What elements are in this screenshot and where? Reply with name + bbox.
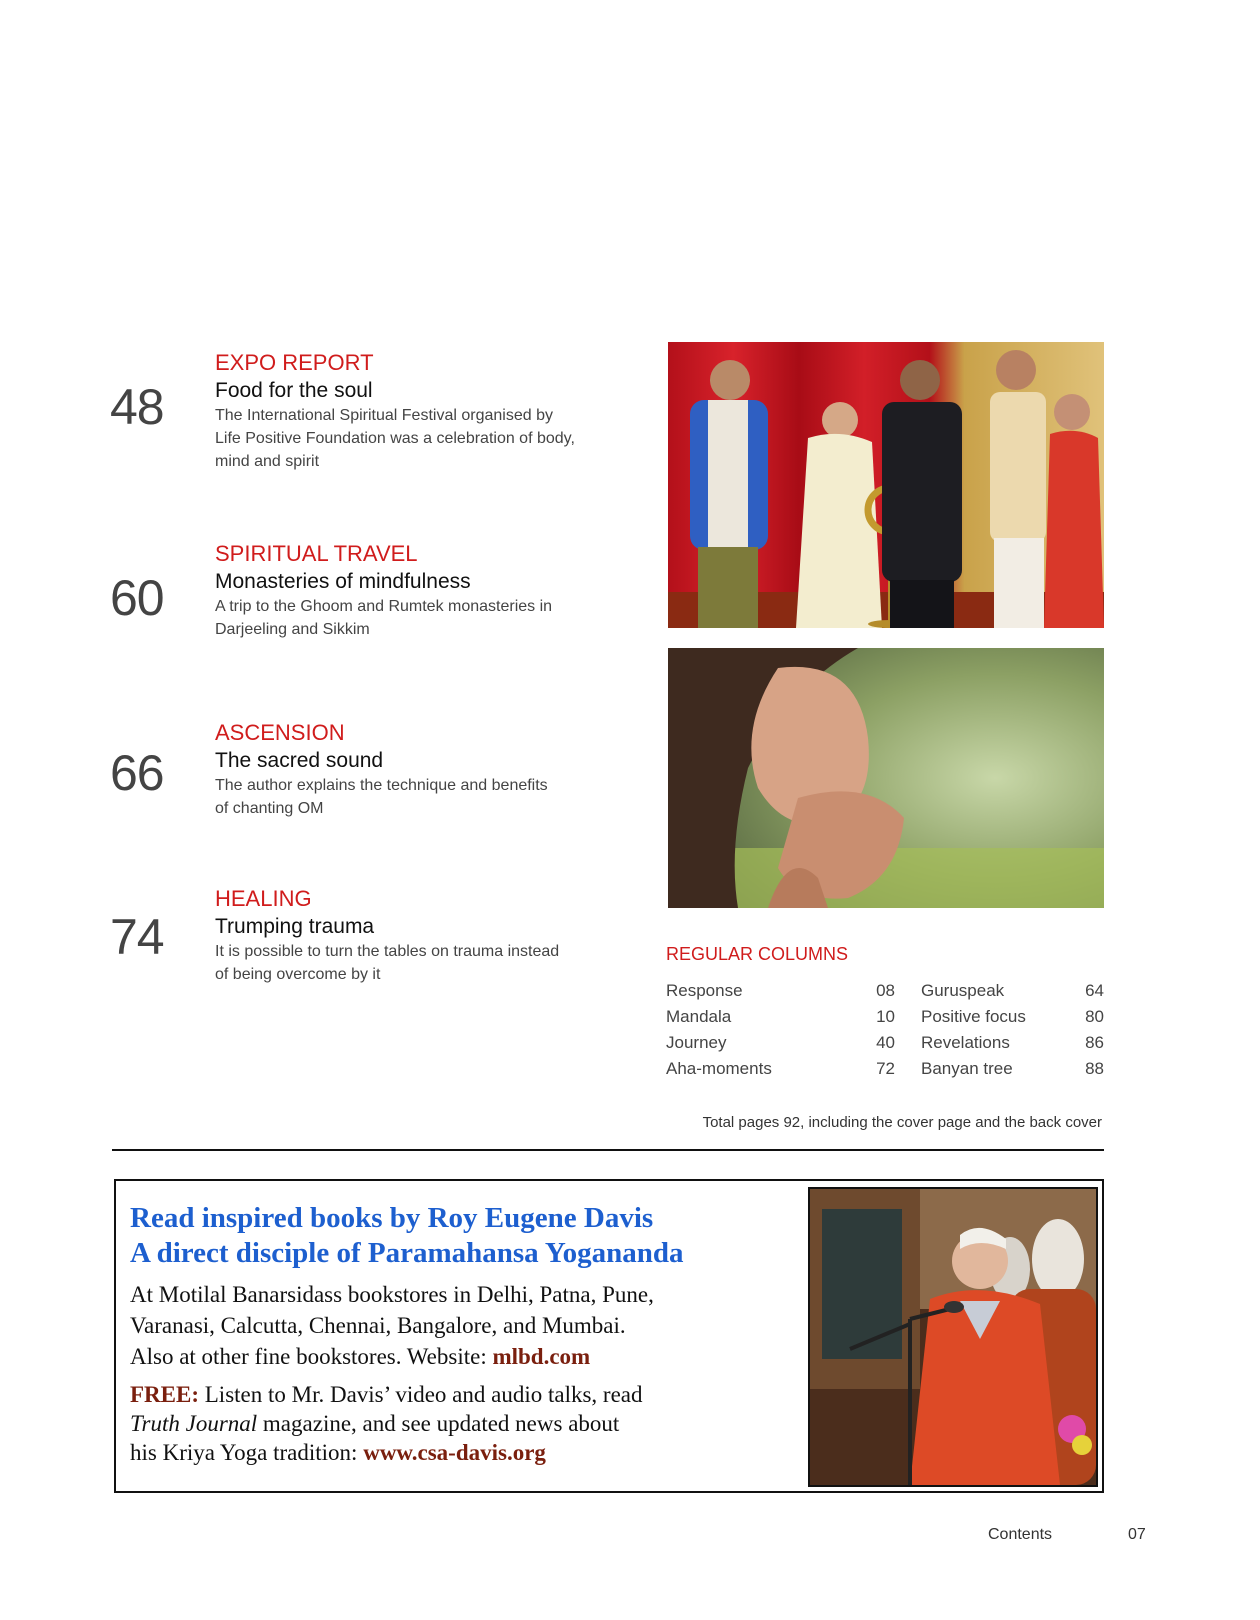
- column-name[interactable]: Positive focus: [921, 1007, 1026, 1026]
- page-number-footer: 07: [1128, 1526, 1146, 1543]
- column-page: 72: [876, 1059, 895, 1078]
- article-description: It is possible to turn the tables on trauma instead of being overcome by it: [215, 943, 560, 983]
- article-title: The sacred sound: [215, 749, 384, 772]
- table-row: [666, 1030, 1104, 1056]
- table-row: [666, 1056, 1104, 1082]
- truth-journal-title: Truth Journal: [130, 1411, 258, 1436]
- article-category: EXPO REPORT: [215, 350, 374, 375]
- ad-text: [130, 1201, 770, 1467]
- ad-paragraph-stores: At Motilal Banarsidass bookstores in Delhi, Patna, Pune, Varanasi, Calcutta, Chennai, Bangalore, and Mumbai. Also at other fine bookstores. Website: mlbd.com: [130, 1282, 654, 1369]
- column-name[interactable]: Mandala: [666, 1007, 732, 1026]
- column-page: 64: [1085, 981, 1104, 1000]
- page-number: 48: [110, 379, 164, 435]
- ad-paragraph-free: FREE: Listen to Mr. Davis’ video and audio talks, read Truth Journal magazine, and see updated news about his Kriya Yoga tradition: www.csa-davis.org: [130, 1382, 643, 1465]
- column-name[interactable]: Aha-moments: [666, 1059, 772, 1078]
- column-page: 86: [1085, 1033, 1104, 1052]
- ad-headline: Read inspired books by Roy Eugene Davis: [130, 1202, 654, 1234]
- article-category: SPIRITUAL TRAVEL: [215, 541, 418, 566]
- mlbd-link[interactable]: mlbd.com: [492, 1344, 591, 1369]
- page-number: 60: [110, 570, 164, 626]
- page-number: 66: [110, 745, 164, 801]
- roy-eugene-davis-photo: [808, 1187, 1098, 1487]
- article-description: A trip to the Ghoom and Rumtek monasteries in Darjeeling and Sikkim: [215, 598, 553, 638]
- prayer-photo: [668, 648, 1104, 908]
- column-page: 88: [1085, 1059, 1104, 1078]
- column-page: 40: [876, 1033, 895, 1052]
- column-name[interactable]: Revelations: [921, 1033, 1010, 1052]
- article-description: The International Spiritual Festival organised by Life Positive Foundation was a celebration of body, mind and spirit: [215, 407, 575, 470]
- book-advertisement: [114, 1179, 1104, 1493]
- total-pages-note: Total pages 92, including the cover page and the back cover: [702, 1114, 1102, 1131]
- regular-columns-table: [666, 978, 1104, 1082]
- table-row: [666, 978, 1104, 1004]
- csa-davis-link[interactable]: www.csa-davis.org: [363, 1440, 546, 1465]
- divider: [112, 1149, 1104, 1151]
- article-title: Trumping trauma: [215, 915, 375, 938]
- column-page: 80: [1085, 1007, 1104, 1026]
- article-category: ASCENSION: [215, 720, 345, 745]
- article-title: Food for the soul: [215, 379, 373, 402]
- article-description: The author explains the technique and benefits of chanting OM: [215, 777, 548, 817]
- regular-columns-heading: REGULAR COLUMNS: [666, 944, 849, 964]
- column-page: 10: [876, 1007, 895, 1026]
- column-name[interactable]: Response: [666, 981, 743, 1000]
- table-row: [666, 1004, 1104, 1030]
- column-name[interactable]: Journey: [666, 1033, 727, 1052]
- section-label: Contents: [988, 1526, 1053, 1543]
- article-category: HEALING: [215, 886, 312, 911]
- article-title: Monasteries of mindfulness: [215, 570, 471, 593]
- free-label: FREE:: [130, 1382, 199, 1407]
- ad-subheadline: A direct disciple of Paramahansa Yogananda: [130, 1237, 684, 1269]
- page-number: 74: [110, 909, 164, 965]
- column-page: 08: [876, 981, 895, 1000]
- column-name[interactable]: Guruspeak: [921, 981, 1005, 1000]
- column-name[interactable]: Banyan tree: [921, 1059, 1013, 1078]
- expo-ceremony-photo: [668, 342, 1104, 628]
